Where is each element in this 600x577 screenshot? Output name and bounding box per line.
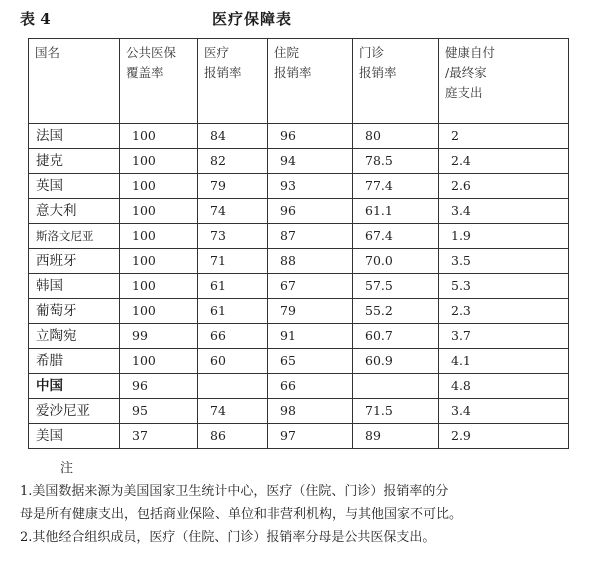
value-cell: 4.1 (439, 349, 569, 374)
value-cell: 96 (268, 199, 353, 224)
table-title-row (0, 8, 600, 32)
column-header-line: 覆盖率 (126, 65, 164, 80)
value-cell: 98 (268, 399, 353, 424)
value-cell: 4.8 (439, 374, 569, 399)
value-cell: 96 (120, 374, 198, 399)
country-cell: 葡萄牙 (29, 299, 120, 324)
value-cell: 2.9 (439, 424, 569, 449)
table-row (29, 399, 569, 424)
value-cell: 1.9 (439, 224, 569, 249)
table-row (29, 424, 569, 449)
column-header (120, 39, 198, 124)
table-row (29, 274, 569, 299)
country-cell: 爱沙尼亚 (29, 399, 120, 424)
value-cell: 79 (198, 174, 268, 199)
table-row (29, 349, 569, 374)
value-cell: 66 (268, 374, 353, 399)
value-cell: 100 (120, 349, 198, 374)
value-cell: 2.3 (439, 299, 569, 324)
column-header-line: 国名 (35, 45, 61, 60)
country-cell: 西班牙 (29, 249, 120, 274)
value-cell: 55.2 (353, 299, 439, 324)
value-cell: 87 (268, 224, 353, 249)
value-cell: 100 (120, 124, 198, 149)
country-cell: 捷克 (29, 149, 120, 174)
country-cell: 斯洛文尼亚 (29, 224, 120, 249)
table-row (29, 174, 569, 199)
value-cell: 67 (268, 274, 353, 299)
value-cell: 97 (268, 424, 353, 449)
value-cell: 94 (268, 149, 353, 174)
value-cell: 80 (353, 124, 439, 149)
value-cell: 2.4 (439, 149, 569, 174)
column-header-line: 住院 (274, 45, 300, 60)
value-cell: 96 (268, 124, 353, 149)
column-header-line: 医疗 (204, 45, 230, 60)
value-cell: 2 (439, 124, 569, 149)
value-cell: 79 (268, 299, 353, 324)
table-row (29, 149, 569, 174)
note-line: 2.其他经合组织成员，医疗（住院、门诊）报销率分母是公共医保支出。 (20, 530, 436, 545)
value-cell: 100 (120, 149, 198, 174)
value-cell: 3.5 (439, 249, 569, 274)
value-cell: 100 (120, 199, 198, 224)
table-row (29, 299, 569, 324)
value-cell: 3.4 (439, 199, 569, 224)
column-header-line: 健康自付 (445, 45, 496, 60)
value-cell: 66 (198, 324, 268, 349)
value-cell: 73 (198, 224, 268, 249)
value-cell: 67.4 (353, 224, 439, 249)
table-row (29, 324, 569, 349)
value-cell: 74 (198, 199, 268, 224)
table-header-row (29, 39, 569, 124)
column-header (198, 39, 268, 124)
value-cell: 100 (120, 174, 198, 199)
value-cell: 100 (120, 249, 198, 274)
value-cell: 2.6 (439, 174, 569, 199)
value-cell: 61 (198, 274, 268, 299)
table-row (29, 224, 569, 249)
value-cell: 86 (198, 424, 268, 449)
value-cell: 88 (268, 249, 353, 274)
value-cell: 3.4 (439, 399, 569, 424)
country-cell: 立陶宛 (29, 324, 120, 349)
note-line: 1.美国数据来源为美国国家卫生统计中心，医疗（住院、门诊）报销率的分 (20, 484, 449, 499)
country-cell: 意大利 (29, 199, 120, 224)
country-cell: 中国 (29, 374, 120, 399)
medical-security-table (28, 38, 569, 449)
value-cell: 5.3 (439, 274, 569, 299)
value-cell: 60 (198, 349, 268, 374)
value-cell: 77.4 (353, 174, 439, 199)
table-number: 表 4 (20, 10, 51, 28)
value-cell: 100 (120, 224, 198, 249)
column-header (29, 39, 120, 124)
value-cell: 65 (268, 349, 353, 374)
country-cell: 法国 (29, 124, 120, 149)
table-row (29, 199, 569, 224)
column-header (439, 39, 569, 124)
country-cell: 美国 (29, 424, 120, 449)
table-row (29, 124, 569, 149)
table-row (29, 249, 569, 274)
country-cell: 英国 (29, 174, 120, 199)
value-cell: 37 (120, 424, 198, 449)
value-cell: 60.7 (353, 324, 439, 349)
notes (20, 458, 590, 549)
table-body (29, 124, 569, 449)
column-header-line: 庭支出 (445, 85, 483, 100)
value-cell (353, 374, 439, 399)
value-cell: 70.0 (353, 249, 439, 274)
value-cell: 100 (120, 299, 198, 324)
value-cell: 93 (268, 174, 353, 199)
column-header (268, 39, 353, 124)
table-row (29, 374, 569, 399)
column-header (353, 39, 439, 124)
value-cell: 57.5 (353, 274, 439, 299)
table-title: 医疗保障表 (212, 10, 293, 28)
column-header-line: /最终家 (445, 65, 487, 80)
value-cell: 71.5 (353, 399, 439, 424)
value-cell: 100 (120, 274, 198, 299)
column-header-line: 报销率 (359, 65, 397, 80)
value-cell: 74 (198, 399, 268, 424)
notes-heading: 注 (60, 461, 74, 476)
country-cell: 韩国 (29, 274, 120, 299)
value-cell: 82 (198, 149, 268, 174)
value-cell: 84 (198, 124, 268, 149)
value-cell (198, 374, 268, 399)
value-cell: 61 (198, 299, 268, 324)
column-header-line: 报销率 (274, 65, 312, 80)
value-cell: 99 (120, 324, 198, 349)
value-cell: 60.9 (353, 349, 439, 374)
column-header-line: 公共医保 (126, 45, 177, 60)
value-cell: 95 (120, 399, 198, 424)
column-header-line: 报销率 (204, 65, 242, 80)
value-cell: 71 (198, 249, 268, 274)
value-cell: 3.7 (439, 324, 569, 349)
value-cell: 61.1 (353, 199, 439, 224)
value-cell: 78.5 (353, 149, 439, 174)
note-line: 母是所有健康支出，包括商业保险、单位和非营利机构，与其他国家不可比。 (20, 507, 463, 522)
column-header-line: 门诊 (359, 45, 385, 60)
value-cell: 91 (268, 324, 353, 349)
country-cell: 希腊 (29, 349, 120, 374)
value-cell: 89 (353, 424, 439, 449)
